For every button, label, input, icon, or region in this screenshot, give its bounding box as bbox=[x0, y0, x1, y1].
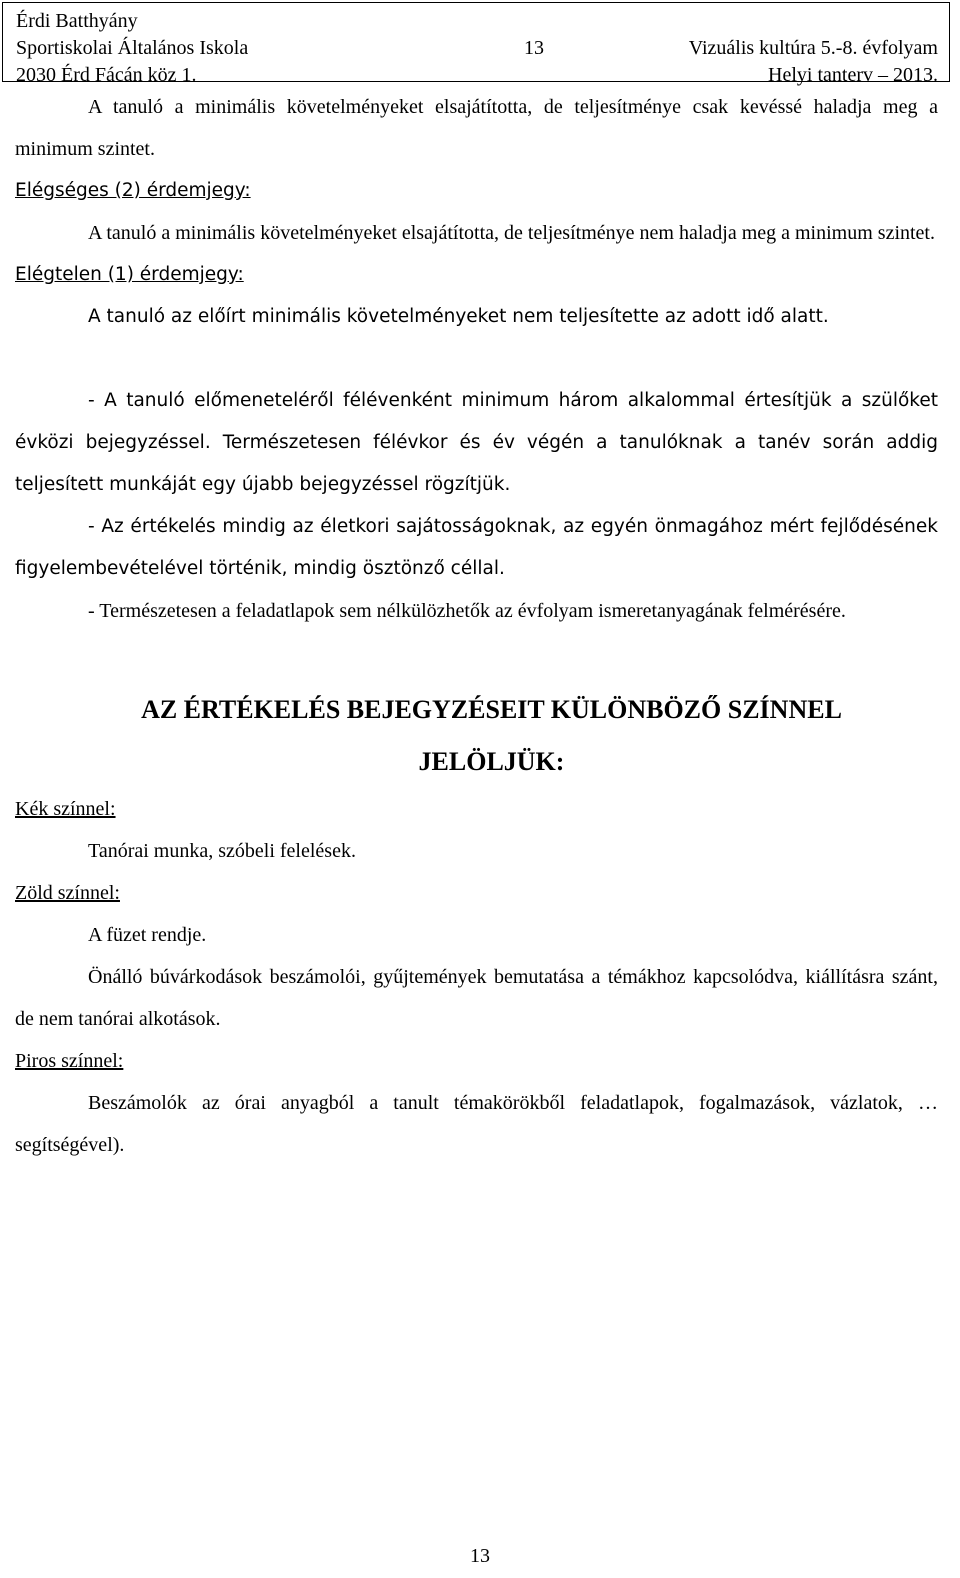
label-kek: Kék színnel: bbox=[15, 798, 116, 820]
paragraph-ertekeles: - Az értékelés mindig az életkori sajátosságoknak, az egyén önmagához mért fejlődésének figyelembevételével történik, mindig ösztönző céllal. bbox=[15, 516, 938, 579]
school-name-line1: Érdi Batthyány bbox=[16, 10, 138, 32]
subject-title: Vizuális kultúra 5.-8. évfolyam bbox=[688, 37, 938, 59]
paragraph-zold-2: Önálló búvárkodások beszámolói, gyűjtemények bemutatása a témákhoz kapcsolódva, kiállításra szánt, de nem tanórai alkotások. bbox=[15, 966, 938, 1030]
label-zold: Zöld színnel: bbox=[15, 882, 120, 904]
document-body bbox=[15, 86, 938, 1166]
spacer bbox=[15, 338, 938, 380]
spacer bbox=[15, 632, 938, 684]
section-heading-line1: AZ ÉRTÉKELÉS BEJEGYZÉSEIT KÜLÖNBÖZŐ SZÍNNEL bbox=[141, 695, 842, 724]
header-row-3 bbox=[16, 62, 949, 89]
paragraph-elegtelen: A tanuló az előírt minimális követelményeket nem teljesítette az adott idő alatt. bbox=[88, 306, 829, 327]
paragraph-kozepes: A tanuló a minimális követelményeket elsajátította, de teljesítménye csak kevéssé haladja meg a minimum szintet. bbox=[15, 96, 938, 160]
paragraph-zold-1: A füzet rendje. bbox=[88, 924, 207, 946]
school-address: 2030 Érd Fácán köz 1. bbox=[16, 64, 197, 86]
curriculum-title: Helyi tanterv – 2013. bbox=[768, 64, 938, 86]
page-header bbox=[2, 2, 950, 86]
footer-page-number: 13 bbox=[470, 1545, 490, 1567]
paragraph-feladatlapok: - Természetesen a feladatlapok sem nélkülözhetők az évfolyam ismeretanyagának felmérésére. bbox=[88, 600, 846, 622]
label-elegseges: Elégséges (2) érdemjegy: bbox=[15, 180, 251, 201]
label-piros: Piros színnel: bbox=[15, 1050, 124, 1072]
section-heading-line2: JELÖLJÜK: bbox=[418, 747, 565, 776]
paragraph-kek: Tanórai munka, szóbeli felelések. bbox=[88, 840, 356, 862]
paragraph-elegseges: A tanuló a minimális követelményeket elsajátította, de teljesítménye nem haladja meg a minimum szintet. bbox=[88, 222, 935, 244]
header-page-number: 13 bbox=[524, 37, 544, 59]
paragraph-piros: Beszámolók az órai anyagból a tanult témakörökből feladatlapok, fogalmazások, vázlatok, … segítségével). bbox=[15, 1092, 938, 1156]
paragraph-ertesites: - A tanuló előmeneteléről félévenként minimum három alkalommal értesítjük a szülőket évközi bejegyzéssel. Természetesen félévkor és év végén a tanulóknak a tanév során addig teljesített munkáját egy újabb bejegyzéssel rögzítjük. bbox=[15, 390, 938, 495]
school-name-line2: Sportiskolai Általános Iskola bbox=[16, 37, 249, 59]
label-elegtelen: Elégtelen (1) érdemjegy: bbox=[15, 264, 244, 285]
header-row-1 bbox=[16, 8, 949, 35]
header-row-2 bbox=[16, 35, 949, 62]
